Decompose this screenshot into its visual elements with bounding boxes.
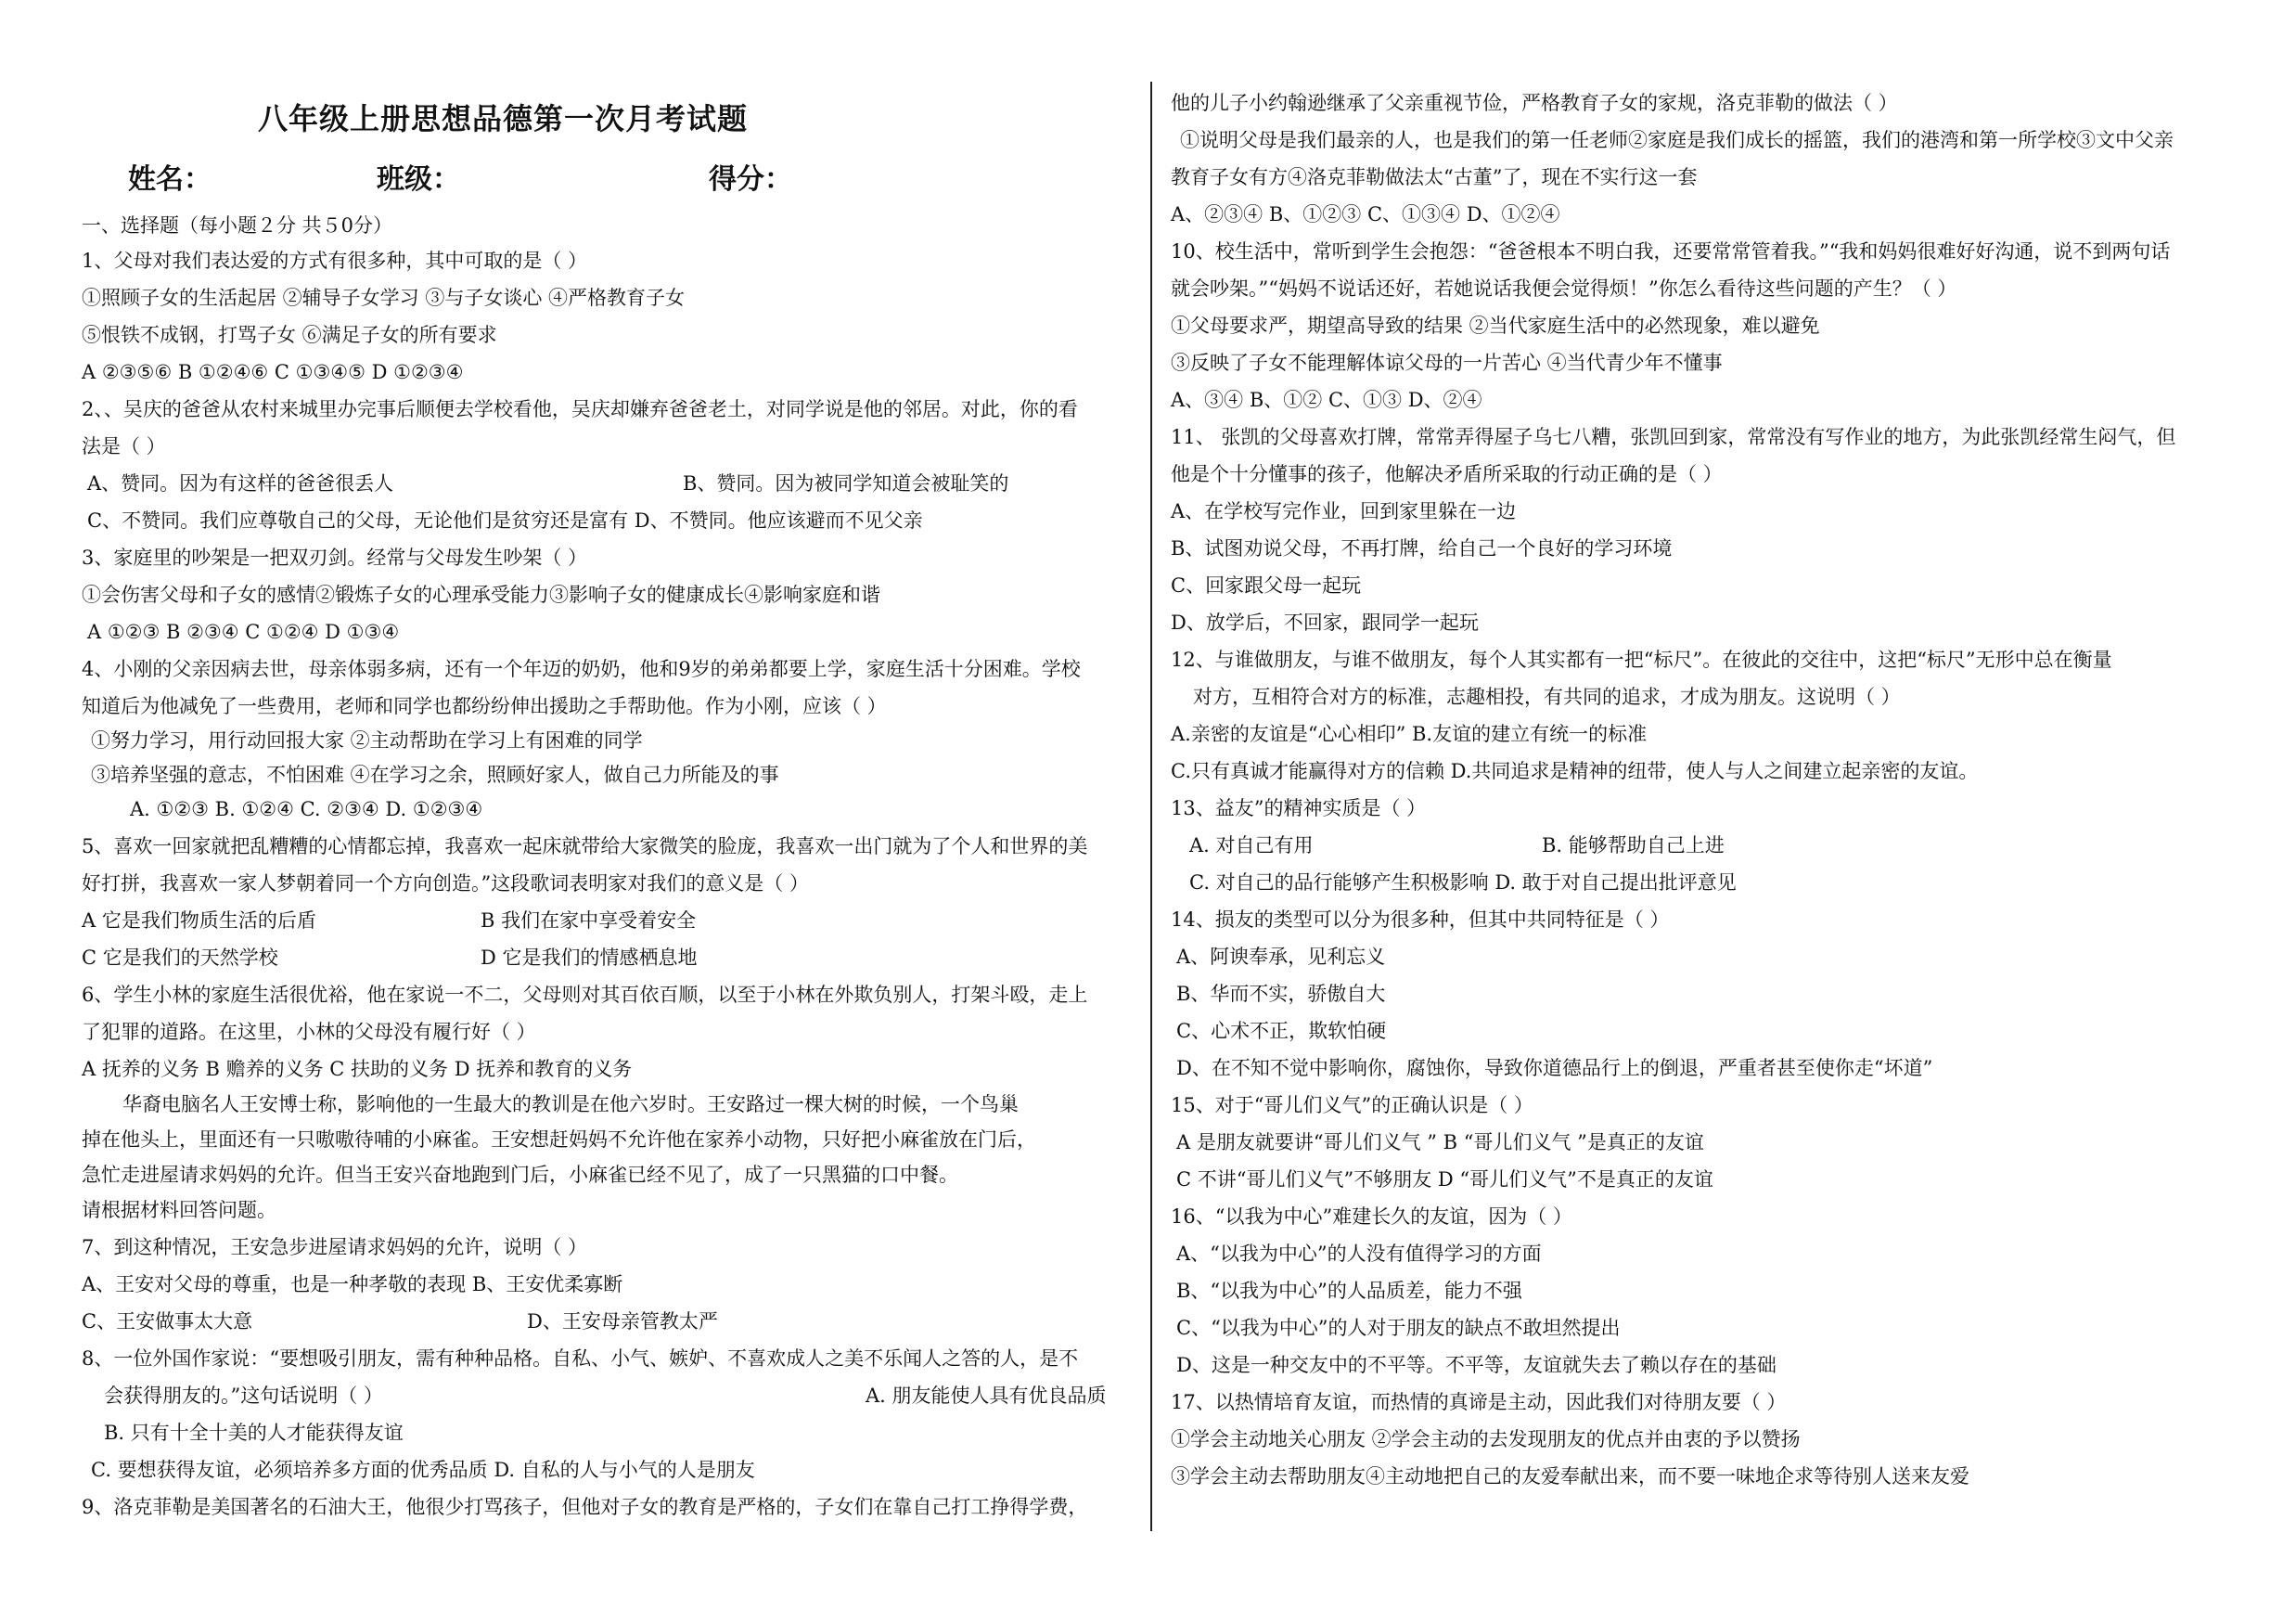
question-line: C 不讲“哥儿们义气”不够朋友 D “哥儿们义气”不是真正的友谊 <box>1176 1168 1713 1191</box>
question-line: 请根据材料回答问题。 <box>82 1199 276 1221</box>
question-line: D 它是我们的情感栖息地 <box>481 947 698 969</box>
question-line: C、“以我为中心”的人对于朋友的缺点不敢坦然提出 <box>1176 1317 1621 1339</box>
question-line: 1、父母对我们表达爱的方式有很多种，其中可取的是（ ） <box>82 250 588 272</box>
question-line: 7、到这种情况，王安急步进屋请求妈妈的允许，说明（ ） <box>82 1236 588 1258</box>
question-line: ③反映了子女不能理解体谅父母的一片苦心 ④当代青少年不懂事 <box>1171 352 1723 374</box>
question-line: 华裔电脑名人王安博士称，影响他的一生最大的教训是在他六岁时。王安路过一棵大树的时候，一个鸟巢 <box>122 1093 1019 1115</box>
question-line: A、在学校写完作业，回到家里躲在一边 <box>1171 500 1517 522</box>
question-line: C、回家跟父母一起玩 <box>1171 574 1362 597</box>
question-line: 12、与谁做朋友，与谁不做朋友，每个人其实都有一把“标尺”。在彼此的交往中，这把“标尺”无形中总在衡量 <box>1171 649 2112 671</box>
question-line: ⑤恨铁不成钢，打骂子女 ⑥满足子女的所有要求 <box>82 324 497 346</box>
question-line: 15、对于“哥儿们义气”的正确认识是（ ） <box>1171 1094 1533 1116</box>
question-line: 就会吵架。”“妈妈不说话还好，若她说话我便会觉得烦！”你怎么看待这些问题的产生？（ ） <box>1171 277 1957 300</box>
question-line: 11、 张凯的父母喜欢打牌，常常弄得屋子乌七八糟，张凯回到家，常常没有写作业的地方，为此张凯经常生闷气，但 <box>1171 426 2176 448</box>
question-line: 会获得朋友的。”这句话说明（ ） <box>104 1385 383 1407</box>
question-line: D、这是一种交友中的不平等。不平等，友谊就失去了赖以存在的基础 <box>1176 1354 1777 1376</box>
question-line: 13、益友”的精神实质是（ ） <box>1171 797 1427 819</box>
question-line: A ②③⑤⑥ B ①②④⑥ C ①③④⑤ D ①②③④ <box>82 361 464 383</box>
question-line: A、王安对父母的尊重，也是一种孝敬的表现 B、王安优柔寡断 <box>82 1273 623 1295</box>
question-line: 了犯罪的道路。在这里，小林的父母没有履行好（ ） <box>82 1021 536 1043</box>
question-line: 他是个十分懂事的孩子，他解决矛盾所采取的行动正确的是（ ） <box>1171 463 1723 485</box>
question-line: A. 朋友能使人具有优良品质 <box>866 1385 1107 1407</box>
question-line: ①父母要求严，期望高导致的结果 ②当代家庭生活中的必然现象，难以避免 <box>1171 315 1820 337</box>
question-line: A ①②③ B ②③④ C ①②④ D ①③④ <box>87 621 400 643</box>
question-line: A. ①②③ B. ①②④ C. ②③④ D. ①②③④ <box>130 798 483 820</box>
question-line: ③学会主动去帮助朋友④主动地把自己的友爱奉献出来，而不要一味地企求等待别人送来友爱 <box>1171 1465 1969 1488</box>
question-line: A、阿谀奉承，见利忘义 <box>1176 946 1386 968</box>
question-line: C、心术不正，欺软怕硬 <box>1176 1020 1387 1042</box>
question-line: B、试图劝说父母，不再打牌，给自己一个良好的学习环境 <box>1171 537 1673 560</box>
question-line: 3、家庭里的吵架是一把双刃剑。经常与父母发生吵架（ ） <box>82 547 588 569</box>
class-field-label: 班级： <box>377 163 460 196</box>
question-line: 17、以热情培育友谊，而热情的真谛是主动，因此我们对待朋友要（ ） <box>1171 1391 1787 1413</box>
question-line: B、“以我为中心”的人品质差，能力不强 <box>1176 1280 1522 1302</box>
question-line: 法是（ ） <box>82 435 166 457</box>
question-line: 急忙走进屋请求妈妈的允许。但当王安兴奋地跑到门后，小麻雀已经不见了，成了一只黑猫的口中餐。 <box>82 1164 958 1186</box>
question-line: A、③④ B、①② C、①③ D、②④ <box>1171 389 1482 411</box>
question-line: A 是朋友就要讲“哥儿们义气 ” B “哥儿们义气 ”是真正的友谊 <box>1176 1131 1704 1153</box>
question-line: ①说明父母是我们最亲的人，也是我们的第一任老师②家庭是我们成长的摇篮，我们的港湾和第一所学校③文中父亲 <box>1180 129 2174 151</box>
question-line: C、不赞同。我们应尊敬自己的父母，无论他们是贫穷还是富有 D、不赞同。他应该避而不见父亲 <box>87 509 923 532</box>
question-line: A 抚养的义务 B 赡养的义务 C 扶助的义务 D 抚养和教育的义务 <box>82 1058 633 1080</box>
name-field-label: 姓名： <box>128 163 212 196</box>
question-line: 10、校生活中，常听到学生会抱怨：“爸爸根本不明白我，还要常常管着我。”“我和妈妈很难好好沟通，说不到两句话 <box>1171 240 2171 263</box>
score-field-label: 得分： <box>709 163 792 196</box>
question-line: 4、小刚的父亲因病去世，母亲体弱多病，还有一个年迈的奶奶，他和9岁的弟弟都要上学，家庭生活十分困难。学校 <box>82 658 1081 680</box>
question-line: A、②③④ B、①②③ C、①③④ D、①②④ <box>1171 203 1560 225</box>
question-line: C. 要想获得友谊，必须培养多方面的优秀品质 D. 自私的人与小气的人是朋友 <box>91 1459 755 1481</box>
question-line: C、王安做事太大意 <box>82 1310 253 1333</box>
question-line: C 它是我们的天然学校 <box>82 947 278 969</box>
question-line: A.亲密的友谊是“心心相印” B.友谊的建立有统一的标准 <box>1171 723 1648 745</box>
question-line: B. 只有十全十美的人才能获得友谊 <box>104 1422 404 1444</box>
question-line: 14、损友的类型可以分为很多种，但其中共同特征是（ ） <box>1171 908 1670 931</box>
question-line: 9、洛克菲勒是美国著名的石油大王，他很少打骂孩子，但他对子女的教育是严格的，子女们在靠自己打工挣得学费， <box>82 1496 1088 1518</box>
question-line: 5、喜欢一回家就把乱糟糟的心情都忘掉，我喜欢一起床就带给大家微笑的脸庞，我喜欢一出门就为了个人和世界的美 <box>82 835 1088 857</box>
question-line: ③培养坚强的意志，不怕困难 ④在学习之余，照顾好家人，做自己力所能及的事 <box>91 764 779 786</box>
question-line: 6、学生小林的家庭生活很优裕，他在家说一不二，父母则对其百依百顺，以至于小林在外欺负别人，打架斗殴，走上 <box>82 984 1088 1006</box>
question-line: B. 能够帮助自己上进 <box>1542 834 1725 857</box>
page-title: 八年级上册思想品德第一次月考试题 <box>258 101 749 136</box>
question-line: 16、“以我为中心”难建长久的友谊，因为（ ） <box>1171 1205 1572 1228</box>
question-line: D、王安母亲管教太严 <box>527 1310 718 1333</box>
question-line: 对方，互相符合对方的标准，志趣相投，有共同的追求，才成为朋友。这说明（ ） <box>1193 686 1901 708</box>
question-line: ①学会主动地关心朋友 ②学会主动的去发现朋友的优点并由衷的予以赞扬 <box>1171 1428 1801 1450</box>
question-line: C. 对自己的品行能够产生积极影响 D. 敢于对自己提出批评意见 <box>1189 871 1737 894</box>
question-line: C.只有真诚才能赢得对方的信赖 D.共同追求是精神的纽带，使人与人之间建立起亲密的友谊。 <box>1171 760 1979 782</box>
column-divider <box>1150 82 1152 1531</box>
question-line: ①会伤害父母和子女的感情②锻炼子女的心理承受能力③影响子女的健康成长④影响家庭和谐 <box>82 584 880 606</box>
question-line: 教育子女有方④洛克菲勒做法太“古董”了，现在不实行这一套 <box>1171 166 1698 188</box>
question-line: A、赞同。因为有这样的爸爸很丢人 <box>87 472 394 495</box>
question-line: 一、选择题（每小题２分 共５0分） <box>82 214 393 237</box>
question-line: 好打拼，我喜欢一家人梦朝着同一个方向创造。”这段歌词表明家对我们的意义是（ ） <box>82 872 809 895</box>
question-line: B 我们在家中享受着安全 <box>481 909 697 932</box>
question-line: D、在不知不觉中影响你，腐蚀你，导致你道德品行上的倒退，严重者甚至使你走“坏道” <box>1176 1057 1933 1079</box>
question-line: ①努力学习，用行动回报大家 ②主动帮助在学习上有困难的同学 <box>91 729 643 752</box>
question-line: 掉在他头上，里面还有一只嗷嗷待哺的小麻雀。王安想赶妈妈不允许他在家养小动物，只好把小麻雀放在门后， <box>82 1128 1036 1151</box>
question-line: A、“以我为中心”的人没有值得学习的方面 <box>1176 1243 1542 1265</box>
question-line: 他的儿子小约翰逊继承了父亲重视节俭，严格教育子女的家规，洛克菲勒的做法（ ） <box>1171 92 1898 114</box>
question-line: 知道后为他减免了一些费用，老师和同学也都纷纷伸出援助之手帮助他。作为小刚，应该（ ） <box>82 695 887 717</box>
question-line: B、赞同。因为被同学知道会被耻笑的 <box>683 472 1009 495</box>
question-line: A. 对自己有用 <box>1189 834 1314 857</box>
question-line: ①照顾子女的生活起居 ②辅导子女学习 ③与子女谈心 ④严格教育子女 <box>82 287 686 309</box>
question-line: D、放学后，不回家，跟同学一起玩 <box>1171 612 1479 634</box>
question-line: 2、、吴庆的爸爸从农村来城里办完事后顺便去学校看他，吴庆却嫌弃爸爸老土，对同学说是他的邻居。对此，你的看 <box>82 398 1078 420</box>
question-line: A 它是我们物质生活的后盾 <box>82 909 316 932</box>
question-line: B、华而不实，骄傲自大 <box>1176 983 1386 1005</box>
question-line: 8、一位外国作家说：“要想吸引朋友，需有种种品格。自私、小气、嫉妒、不喜欢成人之美不乐闻人之答的人，是不 <box>82 1347 1079 1370</box>
